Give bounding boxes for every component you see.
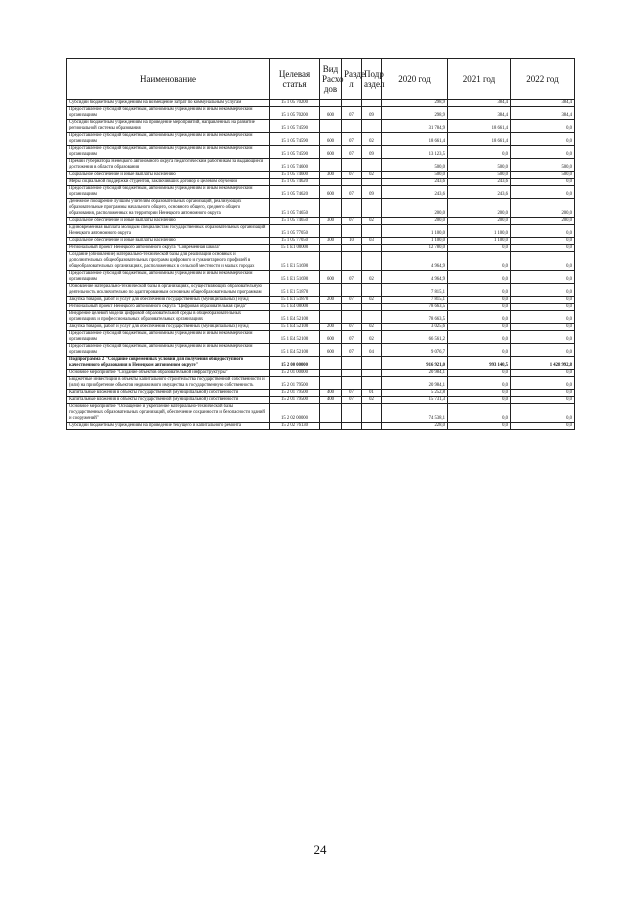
row-section — [342, 423, 362, 430]
table-row — [67, 252, 575, 271]
row-amount-2022: 500,0 — [511, 159, 575, 172]
row-amount-2021: 0,0 — [448, 370, 511, 377]
row-amount-2021: 243,6 — [448, 179, 511, 186]
row-target-article: 15 1 E4 00000 — [270, 304, 320, 311]
row-expense-type: 300 — [320, 172, 342, 179]
row-target-article: 15 1 E1 51690 — [270, 271, 320, 284]
row-amount-2020: 20 984,1 — [382, 377, 448, 390]
row-amount-2022: 0,0 — [511, 397, 575, 404]
row-name: Закупка товаров, работ и услуг для обеспечения государственных (муниципальных) нужд — [67, 297, 270, 304]
row-amount-2020: 5 252,8 — [382, 390, 448, 397]
row-name: Основное мероприятие "Создание объектов образовательной инфраструктуры" — [67, 370, 270, 377]
row-amount-2020: 916 921,0 — [382, 357, 448, 370]
row-target-article: 15 1 E1 51870 — [270, 297, 320, 304]
row-amount-2020: 200,0 — [382, 199, 448, 218]
row-target-article: 15 1 05 74650 — [270, 218, 320, 225]
row-name: Меры социальной поддержки студентов, заключивших договор о целевом обучении — [67, 179, 270, 186]
row-expense-type: 600 — [320, 331, 342, 344]
row-amount-2022: 0,0 — [511, 324, 575, 331]
row-section: 07 — [342, 186, 362, 199]
row-amount-2021: 1 100,0 — [448, 238, 511, 245]
row-section: 07 — [342, 344, 362, 357]
row-section — [342, 225, 362, 238]
table-row — [67, 331, 575, 344]
header-year-2022: 2022 год — [511, 59, 575, 100]
row-expense-type — [320, 370, 342, 377]
row-subsection: 03 — [362, 238, 382, 245]
row-target-article: 15 1 E1 51690 — [270, 252, 320, 271]
row-amount-2020: 9 076,7 — [382, 344, 448, 357]
page-number: 24 — [313, 842, 327, 857]
row-target-article: 15 2 01 79500 — [270, 377, 320, 390]
table-row — [67, 186, 575, 199]
row-section — [342, 304, 362, 311]
row-expense-type — [320, 311, 342, 324]
table-row — [67, 107, 575, 120]
table-row — [67, 100, 575, 107]
row-expense-type — [320, 199, 342, 218]
row-subsection — [362, 225, 382, 238]
row-expense-type — [320, 284, 342, 297]
row-subsection — [362, 377, 382, 390]
row-subsection: 02 — [362, 331, 382, 344]
row-name: Субсидии бюджетным учреждениям на возмещение затрат по коммунальным услугам — [67, 100, 270, 107]
row-amount-2020: 7 815,1 — [382, 284, 448, 297]
row-target-article: 15 1 05 74590 — [270, 133, 320, 146]
row-amount-2022: 0,0 — [511, 311, 575, 324]
row-amount-2020: 13 123,5 — [382, 146, 448, 159]
row-amount-2022: 0,0 — [511, 133, 575, 146]
row-amount-2020: 31 784,9 — [382, 120, 448, 133]
table-row — [67, 390, 575, 397]
row-subsection — [362, 159, 382, 172]
row-expense-type — [320, 377, 342, 390]
row-amount-2022: 0,0 — [511, 120, 575, 133]
row-expense-type: 600 — [320, 146, 342, 159]
row-amount-2020: 4 964,9 — [382, 252, 448, 271]
row-expense-type — [320, 120, 342, 133]
row-amount-2022: 0,0 — [511, 423, 575, 430]
row-amount-2021: 0,0 — [448, 245, 511, 252]
row-amount-2021: 18 661,4 — [448, 120, 511, 133]
row-name: Основное мероприятие "Оснащение и укрепление материально-технической базы государственных образовательных организаций, обеспечение сохранности и безопасности зданий и сооружений" — [67, 404, 270, 423]
row-target-article: 15 2 02 76130 — [270, 423, 320, 430]
row-expense-type: 300 — [320, 218, 342, 225]
row-subsection — [362, 304, 382, 311]
row-target-article: 15 1 E1 51870 — [270, 284, 320, 297]
table-header-row — [67, 59, 575, 100]
table-row — [67, 199, 575, 218]
row-subsection — [362, 100, 382, 107]
table-row — [67, 397, 575, 404]
row-amount-2022: 384,4 — [511, 107, 575, 120]
row-amount-2021: 500,0 — [448, 159, 511, 172]
row-section — [342, 199, 362, 218]
row-amount-2020: 1 100,0 — [382, 225, 448, 238]
row-name: Капитальные вложения в объекты государственной (муниципальной) собственности — [67, 397, 270, 404]
row-section — [342, 404, 362, 423]
row-amount-2022: 0,0 — [511, 304, 575, 311]
header-section: Разде л — [342, 59, 362, 100]
header-year-2021: 2021 год — [448, 59, 511, 100]
row-amount-2022: 0,0 — [511, 377, 575, 390]
row-expense-type — [320, 252, 342, 271]
table-row — [67, 311, 575, 324]
row-section — [342, 252, 362, 271]
row-section — [342, 100, 362, 107]
row-amount-2021: 384,4 — [448, 100, 511, 107]
row-amount-2020: 78 663,5 — [382, 311, 448, 324]
row-target-article: 15 1 05 74600 — [270, 172, 320, 179]
row-amount-2022: 384,4 — [511, 100, 575, 107]
budget-table — [66, 58, 575, 430]
row-section: 07 — [342, 324, 362, 331]
row-amount-2022: 0,0 — [511, 271, 575, 284]
header-expense-type: Вид Расхо дов — [320, 59, 342, 100]
row-section: 07 — [342, 397, 362, 404]
row-name: Социальное обеспечение и иные выплаты населению — [67, 238, 270, 245]
row-amount-2021: 0,0 — [448, 304, 511, 311]
row-target-article: 15 1 E4 52100 — [270, 324, 320, 331]
row-name: Социальное обеспечение и иные выплаты населению — [67, 218, 270, 225]
row-amount-2021: 0,0 — [448, 344, 511, 357]
row-subsection: 09 — [362, 186, 382, 199]
row-name: Внедрение целевой модели цифровой образовательной среды в общеобразовательных организациях и профессиональных образовательных организациях — [67, 311, 270, 324]
table-row — [67, 225, 575, 238]
row-section: 07 — [342, 146, 362, 159]
row-target-article: 15 1 05 74650 — [270, 199, 320, 218]
table-row — [67, 172, 575, 179]
row-subsection: 01 — [362, 390, 382, 397]
table-row — [67, 297, 575, 304]
row-name: Создание (обновление) материально-технической базы для реализации основных и дополнительных общеобразовательных программ цифрового и гуманитарного профилей в общеобразовательных организациях, расположенных в сельской местности и малых городах — [67, 252, 270, 271]
row-subsection: 04 — [362, 344, 382, 357]
table-row — [67, 324, 575, 331]
row-name: Предоставление субсидий бюджетным, автономным учреждениям и иным некоммерческим организациям — [67, 133, 270, 146]
row-amount-2020: 66 561,2 — [382, 331, 448, 344]
row-amount-2021: 200,0 — [448, 199, 511, 218]
row-amount-2020: 298,9 — [382, 107, 448, 120]
row-section: 07 — [342, 390, 362, 397]
row-name: Предоставление субсидий бюджетным, автономным учреждениям и иным некоммерческим организациям — [67, 331, 270, 344]
row-target-article: 15 1 05 74590 — [270, 146, 320, 159]
row-subsection: 02 — [362, 324, 382, 331]
row-amount-2020: 12 780,0 — [382, 245, 448, 252]
row-section: 07 — [342, 331, 362, 344]
row-amount-2020: 78 663,5 — [382, 304, 448, 311]
row-amount-2021: 0,0 — [448, 284, 511, 297]
header-subsection: Подр аздел — [362, 59, 382, 100]
row-expense-type — [320, 159, 342, 172]
row-expense-type: 600 — [320, 271, 342, 284]
table-row — [67, 304, 575, 311]
row-amount-2022: 0,0 — [511, 390, 575, 397]
table-row — [67, 120, 575, 133]
row-amount-2020: 243,6 — [382, 186, 448, 199]
row-name: Денежное поощрение лучшим учителям образовательных организаций, реализующих образовательные программы начального общего, основного общего, среднего общего образования, расположенных на территории Ненецкого автономного округа — [67, 199, 270, 218]
table-row — [67, 357, 575, 370]
row-name: Субсидии бюджетным учреждениям на проведение текущего и капитального ремонта — [67, 423, 270, 430]
row-section — [342, 284, 362, 297]
row-section — [342, 370, 362, 377]
row-name: Региональный проект Ненецкого автономного округа "Цифровая образовательная среда" — [67, 304, 270, 311]
row-target-article: 15 1 05 77050 — [270, 238, 320, 245]
row-amount-2020: 3 025,6 — [382, 324, 448, 331]
table-row — [67, 404, 575, 423]
table-row — [67, 245, 575, 252]
row-amount-2022: 0,0 — [511, 370, 575, 377]
row-subsection — [362, 370, 382, 377]
row-section: 07 — [342, 107, 362, 120]
table-row — [67, 370, 575, 377]
row-subsection — [362, 284, 382, 297]
table-row — [67, 159, 575, 172]
row-expense-type — [320, 404, 342, 423]
row-name: Предоставление субсидий бюджетным, автономным учреждениям и иным некоммерческим организациям — [67, 271, 270, 284]
row-amount-2022: 0,0 — [511, 146, 575, 159]
row-target-article: 15 1 E4 52100 — [270, 331, 320, 344]
row-name: Предоставление субсидий бюджетным, автономным учреждениям и иным некоммерческим организациям — [67, 344, 270, 357]
row-amount-2021: 0,0 — [448, 297, 511, 304]
row-amount-2020: 7 815,1 — [382, 297, 448, 304]
row-expense-type: 200 — [320, 324, 342, 331]
table-row — [67, 344, 575, 357]
table-row — [67, 179, 575, 186]
row-target-article: 15 1 05 74590 — [270, 120, 320, 133]
row-amount-2022: 0,0 — [511, 225, 575, 238]
row-amount-2021: 0,0 — [448, 146, 511, 159]
table-row — [67, 238, 575, 245]
row-subsection — [362, 357, 382, 370]
row-expense-type: 600 — [320, 107, 342, 120]
row-subsection: 02 — [362, 271, 382, 284]
row-amount-2021: 0,0 — [448, 404, 511, 423]
row-amount-2022: 0,0 — [511, 297, 575, 304]
row-amount-2020: 243,6 — [382, 179, 448, 186]
row-amount-2021: 0,0 — [448, 311, 511, 324]
row-target-article: 15 2 01 79500 — [270, 397, 320, 404]
row-amount-2020: 200,0 — [382, 218, 448, 225]
row-amount-2022: 0,0 — [511, 404, 575, 423]
row-amount-2021: 1 100,0 — [448, 225, 511, 238]
row-name: Закупка товаров, работ и услуг для обеспечения государственных (муниципальных) нужд — [67, 324, 270, 331]
row-amount-2022: 0,0 — [511, 331, 575, 344]
row-amount-2022: 500,0 — [511, 172, 575, 179]
row-subsection: 02 — [362, 172, 382, 179]
table-row — [67, 377, 575, 390]
row-section — [342, 311, 362, 324]
row-target-article: 15 1 E4 52100 — [270, 344, 320, 357]
row-amount-2020: 1 100,0 — [382, 238, 448, 245]
header-name: Наименование — [67, 59, 270, 100]
row-name: Подпрограмма 2 "Создание современных условий для получения общедоступного качественного образования в Ненецком автономном округе" — [67, 357, 270, 370]
table-row — [67, 423, 575, 430]
row-amount-2021: 0,0 — [448, 271, 511, 284]
row-amount-2021: 0,0 — [448, 252, 511, 271]
row-section — [342, 179, 362, 186]
row-name: Социальное обеспечение и иные выплаты населению — [67, 172, 270, 179]
table-row — [67, 218, 575, 225]
row-amount-2021: 0,0 — [448, 397, 511, 404]
row-expense-type — [320, 225, 342, 238]
row-name: Обновление материально-технической базы в организациях, осуществляющих образовательную деятельность исключительно по адаптированным основным общеобразовательным программам — [67, 284, 270, 297]
row-expense-type — [320, 179, 342, 186]
row-expense-type: 600 — [320, 344, 342, 357]
row-expense-type: 300 — [320, 238, 342, 245]
row-subsection — [362, 179, 382, 186]
table-row — [67, 271, 575, 284]
row-amount-2021: 243,6 — [448, 186, 511, 199]
row-amount-2020: 298,9 — [382, 100, 448, 107]
row-target-article: 15 1 05 74620 — [270, 179, 320, 186]
row-subsection: 02 — [362, 397, 382, 404]
row-target-article: 15 1 05 74620 — [270, 186, 320, 199]
row-subsection: 02 — [362, 297, 382, 304]
row-target-article: 15 1 E4 52100 — [270, 311, 320, 324]
row-expense-type: 600 — [320, 133, 342, 146]
row-amount-2021: 0,0 — [448, 331, 511, 344]
row-amount-2021: 18 661,4 — [448, 133, 511, 146]
row-amount-2021: 0,0 — [448, 390, 511, 397]
row-section: 07 — [342, 271, 362, 284]
row-expense-type: 400 — [320, 390, 342, 397]
row-target-article: 15 1 05 74600 — [270, 159, 320, 172]
row-subsection — [362, 311, 382, 324]
row-expense-type — [320, 357, 342, 370]
row-amount-2021: 200,0 — [448, 218, 511, 225]
table-row — [67, 284, 575, 297]
row-name: Премии губернатора Ненецкого автономного округа педагогическим работникам за выдающиеся достижения в области образования — [67, 159, 270, 172]
row-amount-2020: 74 538,1 — [382, 404, 448, 423]
table-row — [67, 133, 575, 146]
row-amount-2020: 500,0 — [382, 159, 448, 172]
row-target-article: 15 1 05 70200 — [270, 100, 320, 107]
row-amount-2022: 0,0 — [511, 238, 575, 245]
row-amount-2021: 993 140,5 — [448, 357, 511, 370]
row-amount-2022: 0,0 — [511, 179, 575, 186]
row-name: Предоставление субсидий бюджетным, автономным учреждениям и иным некоммерческим организациям — [67, 186, 270, 199]
row-section: 10 — [342, 238, 362, 245]
row-target-article: 15 2 01 00000 — [270, 370, 320, 377]
row-expense-type — [320, 304, 342, 311]
row-expense-type: 600 — [320, 186, 342, 199]
row-subsection — [362, 404, 382, 423]
row-subsection — [362, 423, 382, 430]
row-name: Субсидии бюджетным учреждениям на проведение мероприятий, направленных на развитие региональной системы образования — [67, 120, 270, 133]
row-amount-2020: 15 731,3 — [382, 397, 448, 404]
row-amount-2021: 384,4 — [448, 107, 511, 120]
row-amount-2021: 500,0 — [448, 172, 511, 179]
row-expense-type — [320, 423, 342, 430]
row-subsection: 02 — [362, 218, 382, 225]
row-amount-2020: 18 661,4 — [382, 133, 448, 146]
row-amount-2022: 1 428 992,8 — [511, 357, 575, 370]
row-amount-2021: 0,0 — [448, 377, 511, 390]
row-amount-2021: 0,0 — [448, 423, 511, 430]
row-amount-2022: 200,0 — [511, 199, 575, 218]
row-amount-2022: 200,0 — [511, 218, 575, 225]
row-amount-2020: 500,0 — [382, 172, 448, 179]
row-amount-2020: 228,0 — [382, 423, 448, 430]
row-amount-2022: 0,0 — [511, 186, 575, 199]
row-target-article: 15 1 05 77050 — [270, 225, 320, 238]
row-amount-2020: 20 984,1 — [382, 370, 448, 377]
row-amount-2021: 0,0 — [448, 324, 511, 331]
row-expense-type: 400 — [320, 397, 342, 404]
table-row — [67, 146, 575, 159]
row-expense-type: 200 — [320, 297, 342, 304]
row-section: 07 — [342, 133, 362, 146]
header-target-article: Целевая статья — [270, 59, 320, 100]
header-year-2020: 2020 год — [382, 59, 448, 100]
row-section — [342, 377, 362, 390]
row-target-article: 15 2 02 00000 — [270, 404, 320, 423]
row-subsection: 02 — [362, 133, 382, 146]
row-subsection: 09 — [362, 107, 382, 120]
row-section: 07 — [342, 297, 362, 304]
row-amount-2022: 0,0 — [511, 252, 575, 271]
row-section: 07 — [342, 172, 362, 179]
row-name: Единовременная выплата молодым специалистам государственных образовательных организаций Ненецкого автономного округа — [67, 225, 270, 238]
row-subsection: 09 — [362, 146, 382, 159]
row-amount-2022: 0,0 — [511, 284, 575, 297]
row-amount-2022: 0,0 — [511, 344, 575, 357]
row-name: Региональный проект Ненецкого автономного округа "Современная школа" — [67, 245, 270, 252]
row-target-article: 15 2 00 00000 — [270, 357, 320, 370]
row-target-article: 15 2 01 79500 — [270, 390, 320, 397]
row-name: Предоставление субсидий бюджетным, автономным учреждениям и иным некоммерческим организациям — [67, 107, 270, 120]
row-section: 07 — [342, 218, 362, 225]
row-amount-2020: 4 964,9 — [382, 271, 448, 284]
row-amount-2022: 0,0 — [511, 245, 575, 252]
row-subsection — [362, 199, 382, 218]
row-name: Капитальные вложения в объекты государственной (муниципальной) собственности — [67, 390, 270, 397]
row-section — [342, 120, 362, 133]
row-target-article: 15 1 05 70200 — [270, 107, 320, 120]
row-section — [342, 357, 362, 370]
row-name: Предоставление субсидий бюджетным, автономным учреждениям и иным некоммерческим организациям — [67, 146, 270, 159]
row-section — [342, 159, 362, 172]
row-target-article: 15 1 E1 00000 — [270, 245, 320, 252]
row-subsection — [362, 120, 382, 133]
row-name: Бюджетные инвестиции в объекты капитального строительства государственной собственности и (или) на приобретение объектов недвижимого имущества в государственную собственность — [67, 377, 270, 390]
row-subsection — [362, 252, 382, 271]
row-subsection — [362, 245, 382, 252]
row-expense-type — [320, 245, 342, 252]
row-section — [342, 245, 362, 252]
row-expense-type — [320, 100, 342, 107]
table-body — [67, 100, 575, 430]
